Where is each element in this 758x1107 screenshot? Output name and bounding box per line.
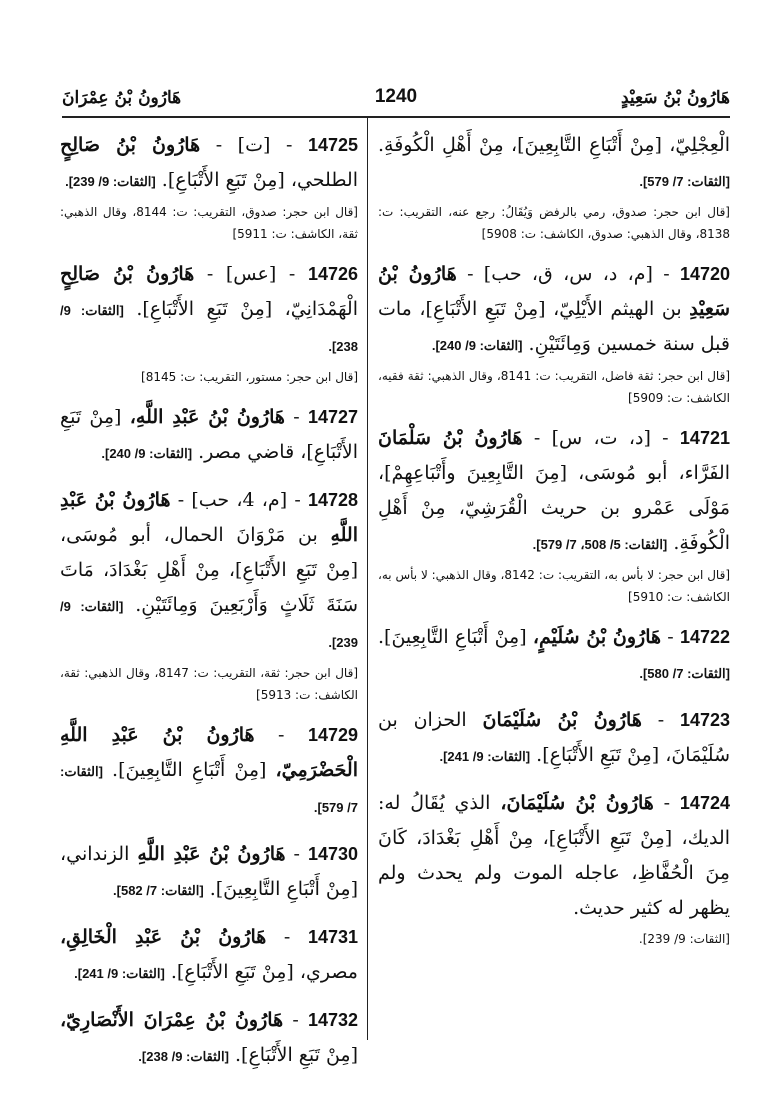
entry-tags: - [عس] - [206,263,296,285]
entry-text: الحزان بن سُلَيْمَانَ، [مِنْ تَبَعِ الأَتْبَاعِ]. [378,709,730,766]
entry-text: [مِنْ تَبَعِ الأَتْبَاعِ]. [235,1044,358,1066]
entry-text: [مِنْ تَبَعِ الأَتْبَاعِ]، قاضي مصر. [60,406,358,463]
entry-note: [قال ابن حجر: ثقة، التقريب: ت: 8147، وقال الذهبي: ثقة، الكاشف: ت: 5913] [60,666,358,702]
entry-name: هَارُونُ بْنُ سَلْمَانَ [378,427,523,449]
entry-tags: - [283,926,291,948]
entry [60,1003,358,1074]
entry-tags: - [م، د، س، ق، حب] - [467,263,670,285]
entry [60,718,358,825]
entry-number: 14726 [307,264,359,284]
left-column [60,128,358,1086]
entry-name: هَارُونُ بْنُ عَبْدِ اللَّهِ [137,843,286,865]
entry-name: هَارُونُ بْنُ سَعِيْدِ [378,263,730,320]
entry-text: الْعِجْلِيّ، [مِنْ أَتْبَاعِ التَّابِعِينَ]، مِنْ أَهْلِ الْكُوفَةِ. [378,134,730,156]
entry [378,128,730,245]
entry-text: الطلحي، [مِنْ تَبَعِ الأَتْبَاعِ]. [161,169,358,191]
entry-number: 14730 [307,844,358,864]
entry-source: [الثقات: 9/ 241]. [74,966,165,981]
entry-text: الفَرَّاء، أبو مُوسَى، [مِنَ التَّابِعِينَ وأَتْبَاعِهِمْ]، مَوْلَى عَمْرو بن حريث الْقُرَشِيّ، مِنْ أَهْلِ الْكُوفَةِ. [378,462,730,554]
entry-tags: - [ت] - [215,134,293,156]
entry-source: [الثقات: 9/ 241]. [439,749,531,764]
entry-note: [قال ابن حجر: لا بأس به، التقريب: ت: 8142، وقال الذهبي: لا بأس به، الكاشف: ت: 5910] [378,568,730,604]
entry-note: [قال ابن حجر: صدوق، رمي بالرفض وَيُقَالُ: رجع عنه، التقريب: ت: 8138، وقال الذهبي: صدوق، الكاشف: ت: 5908] [378,205,730,241]
entry [378,257,730,409]
entry-source: [الثقات: 9/ 239]. [65,174,156,189]
entry-number: 14720 [679,264,731,284]
entry [378,620,730,691]
entry-source: [الثقات: 9/ 240]. [431,338,523,353]
entry-name: هَارُونُ بْنُ عَبْدِ اللَّهِ [60,489,358,546]
entry-text: [مِنْ أَتْبَاعِ التَّابِعِينَ]. [378,626,527,648]
entry [60,128,358,245]
entry-tags: - [667,626,674,648]
entry-number: 14725 [307,135,358,155]
entry-source-line [378,928,730,950]
entry [378,786,730,950]
entry-tags: - [د، ت، س] - [533,427,669,449]
entry-note: [قال ابن حجر: مستور، التقريب: ت: 8145] [141,370,358,384]
entry-tags: - [657,709,665,731]
entry-number: 14732 [307,1010,359,1030]
entry-tags: - [292,1009,299,1031]
entry-source: [الثقات: 7/ 580]. [639,666,730,681]
entry [60,837,358,908]
entry-text: الْهَمْدَانِيّ، [مِنْ تَبَعِ الأَتْبَاعِ]. [136,298,358,320]
entry-source: [الثقات: 7/ 579]. [60,764,358,815]
entry-text: الزنداني، [مِنْ أَتْبَاعِ التَّابِعِينَ]. [60,843,358,900]
page-number: 1240 [374,86,418,107]
entry-source: [الثقات: 9/ 239]. [638,932,730,946]
entry-name: هَارُونُ بْنُ سُلَيْمَانَ [482,709,642,731]
page-header [62,86,730,118]
entry-number: 14721 [679,428,730,448]
entry-name: هَارُونُ بْنُ سُلَيْمٍ، [532,626,662,648]
entry-number: 14722 [679,627,730,647]
entry-name: هَارُونُ بْنُ عِمْرَانَ الأَنْصَارِيّ، [60,1009,284,1031]
right-column [378,128,730,962]
entry-name: هَارُونُ بْنُ صَالِحٍ [60,134,201,156]
entry-text: بن مَرْوَانَ الحمال، أبو مُوسَى، [مِنْ تَبَعِ الأَتْبَاعِ]، مِنْ أَهْلِ بَغْدَادَ، مَاتَ سَنَةَ ثَلَاثٍ وَأَرْبَعِينَ وَمِائَتَيْنِ. [60,524,358,616]
entry-text: الذي يُقَالُ له: الديك، [مِنْ تَبَعِ الأَتْبَاعِ]، مِنْ أَهْلِ بَغْدَادَ، كَانَ مِنَ الْحُفَّاظِ، عاجله الموت ولم يحدث ولم يظهر له كثير حديث. [378,792,730,919]
entry-tags: - [293,843,300,865]
entry-number: 14723 [679,710,731,730]
entry [60,400,358,471]
entry-name: هَارُونُ بْنُ سُلَيْمَانَ، [500,792,654,814]
entry-source: [الثقات: 9/ 240]. [101,446,193,461]
entry-note: [قال ابن حجر: ثقة فاضل، التقريب: ت: 8141، وقال الذهبي: ثقة فقيه، الكاشف: ت: 5909] [378,369,731,405]
entry-source: [الثقات: 9/ 238]. [138,1049,229,1064]
entry-source: [الثقات: 9/ 239]. [60,599,358,650]
entry-text: مصري، [مِنْ تَبَعِ الأَتْبَاعِ]. [170,961,358,983]
entry-name: هَارُونُ بْنُ صَالِحٍ [60,263,195,285]
entry-tags: - [م، 4، حب] - [177,489,301,511]
running-head-left: هَارُونُ بْنُ عِمْرَانَ [62,88,182,108]
entry-name: هَارُونُ بْنُ عَبْدِ الْخَالِقِ، [60,926,267,948]
entry [60,920,358,991]
entry-number: 14731 [307,927,359,947]
entry-text: [مِنْ أَتْبَاعِ التَّابِعِينَ]. [112,759,267,781]
entry-source: [الثقات: 9/ 238]. [60,303,358,354]
entry-number: 14727 [307,407,359,427]
entry [378,703,730,774]
entry-source: [الثقات: 5/ 508، 7/ 579]. [532,537,668,552]
entry-text: بن الهيثم الأَيْلِيّ، [مِنْ تَبَعِ الأَتْبَاعِ]، مات قبل سنة خمسين وَمِائَتَيْنِ. [378,298,730,355]
entry-source: [الثقات: 7/ 579]. [639,174,730,189]
entry-tags: - [278,724,285,746]
entry-number: 14729 [307,725,358,745]
entry-tags: - [293,406,300,428]
entry-number: 14728 [307,490,359,510]
entry-note: [قال ابن حجر: صدوق، التقريب: ت: 8144، وقال الذهبي: ثقة، الكاشف: ت: 5911] [60,205,358,241]
entry-name: هَارُونُ بْنُ عَبْدِ اللَّهِ، [129,406,285,428]
running-head-right: هَارُونُ بْنُ سَعِيْدٍ [620,88,730,108]
entry-source: [الثقات: 7/ 582]. [113,883,204,898]
column-divider [367,118,368,1040]
entry-tags: - [663,792,671,814]
entry [378,421,730,608]
entry [60,483,358,706]
entry-name: هَارُونُ بْنُ عَبْدِ اللَّهِ الْحَضْرَمِيّ، [60,724,358,781]
entry [60,257,358,388]
entry-number: 14724 [679,793,730,813]
